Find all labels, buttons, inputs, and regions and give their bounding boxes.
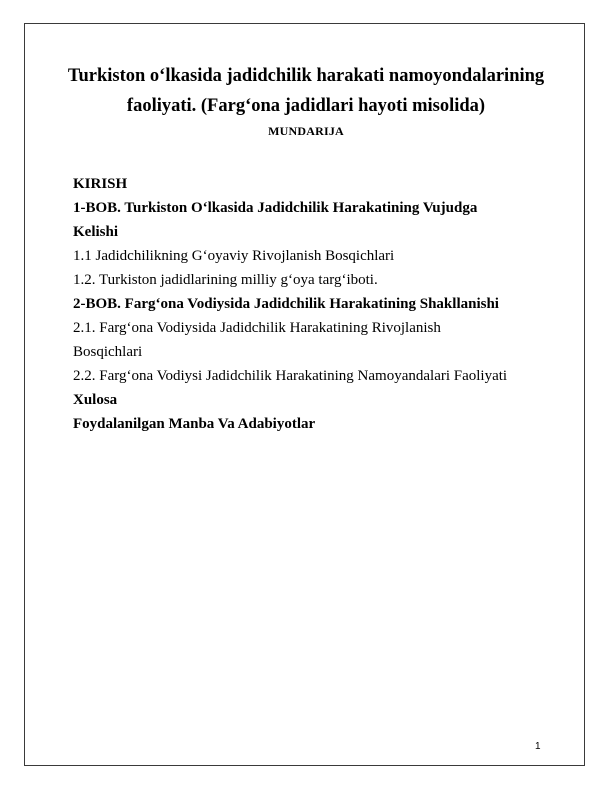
toc-item-section-2-1: 2.1. Farg‘ona Vodiysida Jadidchilik Harakatining Rivojlanish xyxy=(73,320,441,336)
toc-item-section-1-2: 1.2. Turkiston jadidlarining milliy g‘oya targ‘iboti. xyxy=(73,272,378,288)
toc-item-references: Foydalanilgan Manba Va Adabiyotlar xyxy=(73,416,316,432)
toc-item-section-2-2: 2.2. Farg‘ona Vodiysi Jadidchilik Harakatining Namoyandalari Faoliyati xyxy=(73,368,508,384)
toc-heading: MUNDARIJA xyxy=(268,124,344,138)
toc-item-conclusion: Xulosa xyxy=(73,392,118,408)
table-of-contents xyxy=(73,172,573,436)
toc-item-section-2-1-cont: Bosqichlari xyxy=(73,344,143,360)
document-title: Turkiston o‘lkasida jadidchilik harakati namoyondalarining faoliyati. (Farg‘ona jadidlari hayoti misolida) xyxy=(67,66,545,116)
toc-item-section-1-1: 1.1 Jadidchilikning G‘oyaviy Rivojlanish Bosqichlari xyxy=(73,248,395,264)
page-number: 1 xyxy=(535,741,541,752)
toc-item-chapter-1-cont: Kelishi xyxy=(73,224,119,240)
toc-item-intro: KIRISH xyxy=(73,176,128,192)
toc-item-chapter-1: 1-BOB. Turkiston O‘lkasida Jadidchilik Harakatining Vujudga xyxy=(73,200,478,216)
toc-item-chapter-2: 2-BOB. Farg‘ona Vodiysida Jadidchilik Harakatining Shakllanishi xyxy=(73,296,499,312)
